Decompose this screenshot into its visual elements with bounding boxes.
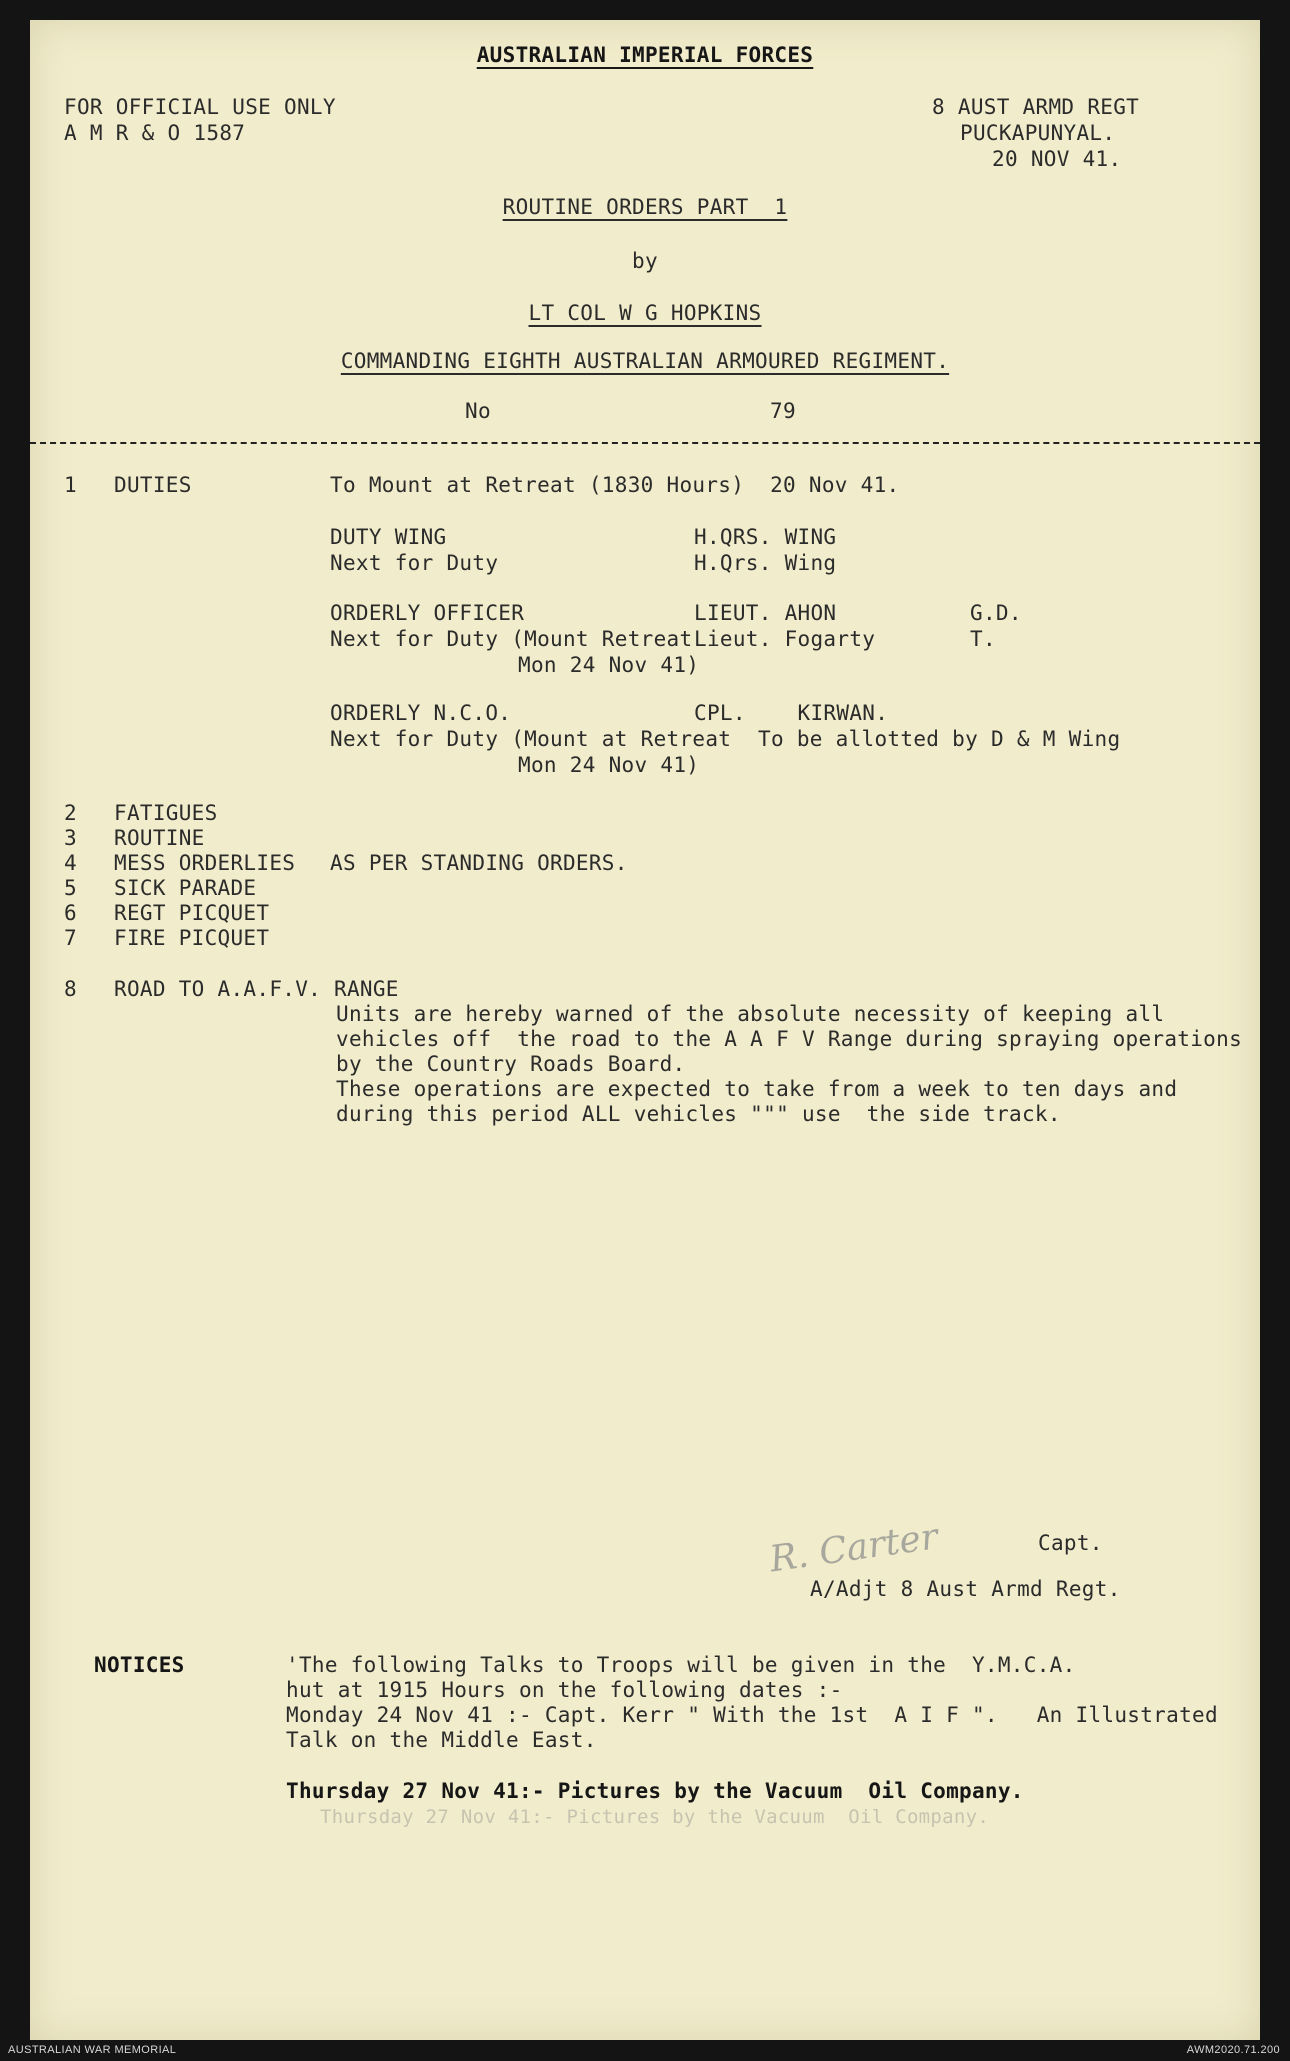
item-title: ROAD TO A.A.F.V. RANGE (114, 977, 399, 1001)
body-line: Units are hereby warned of the absolute necessity of keeping all (336, 1002, 1165, 1026)
duty-wing-value: H.QRS. WING (694, 525, 837, 549)
item-number: 8 (64, 977, 77, 1001)
duty-wing-label: DUTY WING (330, 525, 447, 549)
next-wing-label: Next for Duty (330, 551, 499, 575)
mount-time: To Mount at Retreat (1830 Hours) 20 Nov 41. (330, 473, 900, 497)
body-line: vehicles off the road to the A A F V Range during spraying operations (336, 1027, 1243, 1051)
order-number: 79 (770, 399, 796, 423)
notice-line: hut at 1915 Hours on the following dates :- (286, 1678, 843, 1702)
notice-line: Monday 24 Nov 41 :- Capt. Kerr " With the 1st A I F ". An Illustrated (286, 1703, 1218, 1727)
by-line: by (632, 249, 658, 273)
orderly-officer-next-date: Mon 24 Nov 41) (518, 653, 700, 677)
item-number: 6 (64, 901, 77, 925)
item-title: DUTIES (114, 473, 192, 497)
orderly-officer-next-label: Next for Duty (Mount Retreat (330, 627, 693, 651)
signatory-appointment: A/Adjt 8 Aust Armd Regt. (810, 1577, 1121, 1601)
notice-ghost-impression: Thursday 27 Nov 41:- Pictures by the Vacuum Oil Company. (320, 1806, 990, 1828)
item-title: REGT PICQUET (114, 901, 270, 925)
item-number: 5 (64, 876, 77, 900)
orderly-nco-next-label: Next for Duty (Mount at Retreat (330, 727, 732, 751)
orderly-nco-next-value: To be allotted by D & M Wing (758, 727, 1121, 751)
orderly-officer-dress: G.D. (970, 601, 1022, 625)
item-number: 2 (64, 801, 77, 825)
item-title: FATIGUES (114, 801, 218, 825)
notice-thursday: Thursday 27 Nov 41:- Pictures by the Vacuum Oil Company. (286, 1779, 1024, 1803)
orderly-nco-value: CPL. KIRWAN. (694, 701, 889, 725)
notices-label: NOTICES (94, 1653, 185, 1677)
document-date: 20 NOV 41. (992, 147, 1122, 171)
item-title: MESS ORDERLIES (114, 851, 296, 875)
orderly-nco-label: ORDERLY N.C.O. (330, 701, 512, 725)
classification: FOR OFFICIAL USE ONLY (64, 95, 336, 119)
standing-orders-note: AS PER STANDING ORDERS. (330, 851, 628, 875)
body-line: by the Country Roads Board. (336, 1052, 686, 1076)
command-title: COMMANDING EIGHTH AUSTRALIAN ARMOURED REGIMENT. (340, 349, 950, 373)
item-title: FIRE PICQUET (114, 926, 270, 950)
item-title: SICK PARADE (114, 876, 257, 900)
next-wing-value: H.Qrs. Wing (694, 551, 837, 575)
notice-line: Talk on the Middle East. (286, 1728, 597, 1752)
document-page (30, 20, 1260, 2040)
footer-archive-name: AUSTRALIAN WAR MEMORIAL (8, 2044, 177, 2056)
signatory-rank: Capt. (1038, 1531, 1103, 1555)
document-title: AUSTRALIAN IMPERIAL FORCES (476, 43, 814, 67)
orders-title: ROUTINE ORDERS PART 1 (502, 195, 788, 219)
item-title: ROUTINE (114, 826, 205, 850)
unit-location: PUCKAPUNYAL. (960, 121, 1116, 145)
item-number: 7 (64, 926, 77, 950)
reference-number: A M R & O 1587 (64, 121, 246, 145)
orderly-officer-next-value: Lieut. Fogarty (694, 627, 876, 651)
body-line: These operations are expected to take from a week to ten days and (336, 1077, 1178, 1101)
signature-scrawl: R. Carter (767, 1516, 941, 1581)
item-number: 4 (64, 851, 77, 875)
notice-line: 'The following Talks to Troops will be given in the Y.M.C.A. (286, 1653, 1076, 1677)
divider (30, 442, 1260, 444)
orderly-officer-next-dress: T. (970, 627, 996, 651)
orderly-officer-value: LIEUT. AHON (694, 601, 837, 625)
orderly-officer-label: ORDERLY OFFICER (330, 601, 525, 625)
item-number: 3 (64, 826, 77, 850)
item-number: 1 (64, 473, 77, 497)
footer-accession-number: AWM2020.71.200 (1186, 2044, 1280, 2056)
body-line: during this period ALL vehicles """ use the side track. (336, 1102, 1061, 1126)
order-number-label: No (465, 399, 491, 423)
unit-name: 8 AUST ARMD REGT (932, 95, 1140, 119)
orderly-nco-next-date: Mon 24 Nov 41) (518, 753, 700, 777)
commanding-officer: LT COL W G HOPKINS (528, 301, 762, 325)
